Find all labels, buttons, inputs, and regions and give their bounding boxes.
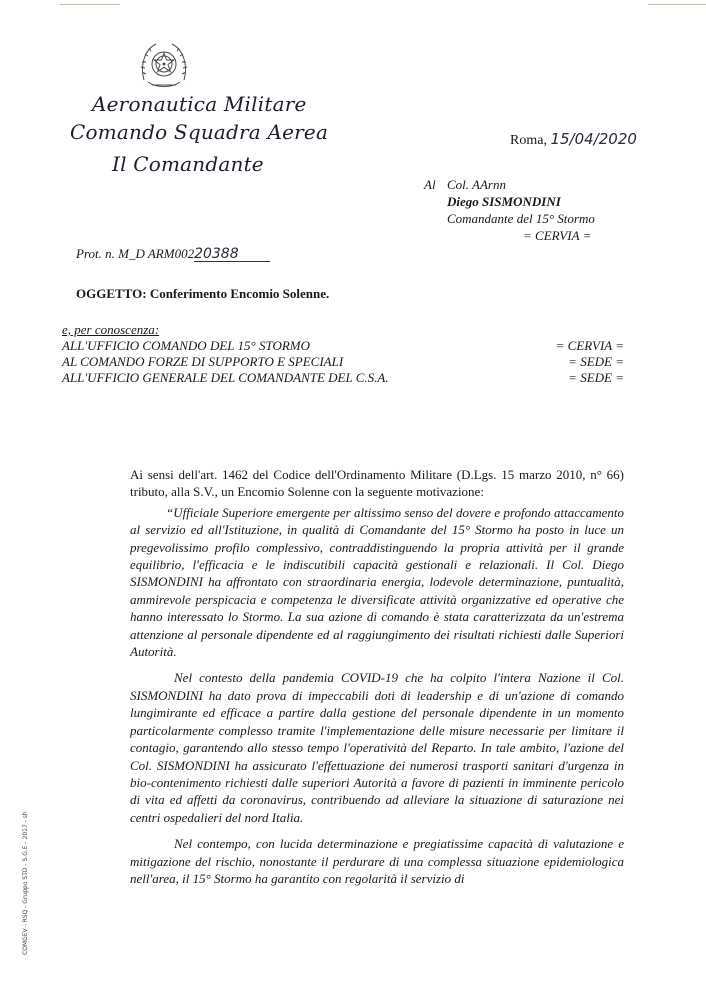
protocol-label: Prot. n. M_D ARM002: [76, 246, 195, 261]
letterhead-line3: Il Comandante: [112, 152, 264, 176]
addressee-name: Diego SISMONDINI: [447, 194, 561, 209]
copies-block: [62, 322, 624, 386]
copies-recipient: ALL'UFFICIO COMANDO DEL 15° STORMO: [62, 338, 311, 353]
subject-line: [76, 286, 329, 302]
italian-republic-emblem-icon: [138, 36, 190, 92]
copies-recipient: ALL'UFFICIO GENERALE DEL COMANDANTE DEL C.S.A.: [62, 370, 389, 385]
copies-heading: e, per conoscenza:: [62, 322, 160, 337]
addressee-al: Al: [424, 177, 436, 192]
copies-row: [62, 338, 624, 354]
date-handwritten: 15/04/2020: [550, 130, 637, 148]
body-intro: Ai sensi dell'art. 1462 del Codice dell'Ordinamento Militare (D.Lgs. 15 marzo 2010, n° 66) tributo, alla S.V., un Encomio Solenne con la seguente motivazione:: [130, 467, 624, 500]
copies-recipient: AL COMANDO FORZE DI SUPPORTO E SPECIALI: [62, 354, 344, 369]
body-paragraph-risk: Nel contempo, con lucida determinazione e pregiatissime capacità di valutazione e mitigazione del rischio, nonostante il perdurare di una complessa situazione epidemiologica nell'area, il 15° Stormo ha garantito con regolarità il servizio di: [130, 836, 624, 886]
top-border-left: [60, 4, 120, 5]
copies-location: = SEDE =: [568, 370, 624, 385]
addressee-location: = CERVIA =: [523, 228, 592, 243]
protocol-number: 20388: [194, 247, 270, 262]
body-quote: “Ufficiale Superiore emergente per altissimo senso del dovere e profondo attaccamento al servizio ed all'Istituzione, in qualità di Comandante del 15° Stormo ha posto in luce un pregevolissimo profilo complessivo, contraddistinguendo la propria attività per il grande equilibrio, l'efficacia e le indiscutibili capacità gestionali e relazionali. Il Col. Diego SISMONDINI ha affrontato con straordinaria energia, lodevole determinazione, puntualità, ammirevole perspicacia e competenza le diversificate attività organizzative ed operative che hanno interessato lo Stormo. La sua azione di comando è stata caratterizzata da un'estrema attenzione al personale dipendente ed al raggiungimento dei risultati richiesti dalle Superiori Autorità.: [130, 504, 624, 660]
copies-location: = SEDE =: [568, 354, 624, 369]
subject-label: OGGETTO:: [76, 286, 147, 301]
letterhead-line1: Aeronautica Militare: [92, 92, 307, 116]
protocol-line: [76, 246, 270, 262]
copies-row: [62, 370, 624, 386]
date-line: [510, 130, 637, 149]
copies-row: [62, 354, 624, 370]
top-border-right: [648, 4, 706, 5]
body-paragraph-covid: Nel contesto della pandemia COVID-19 che ha colpito l'intera Nazione il Col. SISMONDINI ha dato prova di impeccabili doti di leadership e di un'azione di comando lungimirante ed efficace a partire dalla gestione del personale dipendente in un momento particolarmente complesso tramite l'implementazione delle misure necessarie per limitare il contagio, garantendo allo stesso tempo l'operatività del Reparto. In tale ambito, l'azione del Col. SISMONDINI ha assicurato l'effettuazione dei numerosi trasporti sanitari d'urgenza in bio-contenimento richiesti dalle superiori Autorità a favore di pazienti in imminente pericolo di vita ed affetti da coronavirus, contribuendo ad alleviare la situazione di saturazione nei centri ospedalieri del nord Italia.: [130, 670, 624, 825]
addressee-role: Comandante del 15° Stormo: [447, 211, 595, 226]
subject-text: Conferimento Encomio Solenne.: [149, 286, 330, 301]
letter-body: [130, 466, 624, 887]
addressee-rank: Col. AArnn: [447, 177, 506, 192]
date-prefix: Roma,: [510, 133, 547, 148]
letterhead-line2: Comando Squadra Aerea: [70, 120, 329, 144]
copies-location: = CERVIA =: [555, 338, 624, 353]
form-code: COMGEV - RSQ - Gruppo STD - S.G.E - 2017 - sh: [22, 811, 29, 955]
